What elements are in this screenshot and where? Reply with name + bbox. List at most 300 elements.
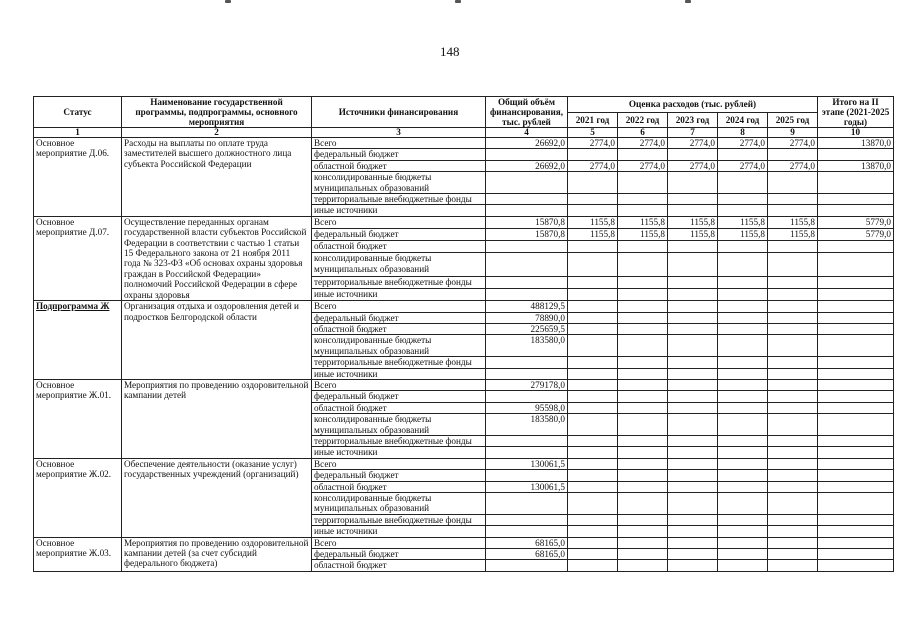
year-value-cell [718, 194, 768, 205]
source-cell: Всего [312, 537, 486, 548]
status-cell: Подпрограмма Ж [34, 301, 122, 380]
year-value-cell [768, 205, 818, 216]
status-cell: Основное мероприятие Ж.03. [34, 537, 122, 571]
year-value-cell [768, 276, 818, 288]
source-cell: территориальные внебюджетные фонды [312, 514, 486, 525]
year-value-cell [718, 379, 768, 390]
year-value-cell [568, 149, 618, 160]
page-number: 148 [440, 44, 460, 59]
status-cell: Основное мероприятие Ж.01. [34, 379, 122, 458]
year-value-cell [768, 172, 818, 194]
year-value-cell [718, 253, 768, 276]
year-value-cell [768, 402, 818, 413]
year-value-cell [568, 414, 618, 436]
year-value-cell [668, 312, 718, 323]
stage-total-cell [818, 368, 894, 379]
table-row [34, 138, 894, 149]
year-value-cell [718, 493, 768, 515]
name-cell: Осуществление переданных органам государственной власти субъектов Российской Федерации в соответствии с частью 1 статьи 15 Федерального закона от 21 ноября 2011 года № 323-ФЗ «Об основах охраны здоровья граждан в Российской Федерации» полномочий Российской Федерации в сфере охраны здоровья [122, 216, 312, 300]
year-value-cell [718, 391, 768, 402]
year-value-cell [768, 368, 818, 379]
source-cell: консолидированные бюджеты муниципальных образований [312, 253, 486, 276]
year-value-cell [568, 276, 618, 288]
stage-total-cell [818, 172, 894, 194]
total-cell [486, 391, 568, 402]
year-value-cell [768, 335, 818, 357]
name-cell: Обеспечение деятельности (оказание услуг) государственных учреждений (организаций) [122, 458, 312, 537]
year-value-cell [718, 549, 768, 560]
year-value-cell: 2774,0 [668, 160, 718, 171]
column-number: 4 [486, 128, 568, 138]
stage-total-cell [818, 435, 894, 446]
year-value-cell [568, 379, 618, 390]
year-value-cell [568, 368, 618, 379]
year-value-cell: 2774,0 [768, 138, 818, 149]
year-value-cell: 2774,0 [568, 160, 618, 171]
year-value-cell [568, 357, 618, 368]
year-value-cell [668, 241, 718, 253]
scan-mark [455, 0, 461, 3]
total-cell: 183580,0 [486, 335, 568, 357]
year-value-cell: 1155,8 [668, 216, 718, 228]
source-cell: федеральный бюджет [312, 549, 486, 560]
year-value-cell [618, 481, 668, 492]
year-value-cell [718, 241, 768, 253]
year-value-cell [668, 301, 718, 312]
stage-total-cell [818, 253, 894, 276]
total-cell: 68165,0 [486, 537, 568, 548]
source-cell: иные источники [312, 526, 486, 537]
year-value-cell [668, 414, 718, 436]
year-value-cell [718, 205, 768, 216]
year-value-cell [668, 470, 718, 481]
stage-total-cell [818, 402, 894, 413]
year-value-cell [618, 402, 668, 413]
year-value-cell [618, 149, 668, 160]
total-cell: 488129,5 [486, 301, 568, 312]
source-cell: территориальные внебюджетные фонды [312, 357, 486, 368]
year-value-cell [768, 312, 818, 323]
stage-total-cell [818, 414, 894, 436]
year-value-cell [668, 288, 718, 300]
source-cell: федеральный бюджет [312, 470, 486, 481]
year-value-cell [568, 526, 618, 537]
total-cell [486, 470, 568, 481]
year-value-cell: 2774,0 [618, 138, 668, 149]
year-value-cell [718, 514, 768, 525]
year-value-cell: 2774,0 [718, 160, 768, 171]
total-cell: 130061,5 [486, 458, 568, 469]
year-value-cell [668, 172, 718, 194]
year-value-cell [768, 357, 818, 368]
source-cell: Всего [312, 458, 486, 469]
year-value-cell [618, 447, 668, 458]
stage-total-cell [818, 357, 894, 368]
table-row [34, 458, 894, 469]
year-value-cell [618, 357, 668, 368]
source-cell: областной бюджет [312, 160, 486, 171]
year-value-cell [768, 253, 818, 276]
stage-total-cell: 13870,0 [818, 138, 894, 149]
stage-total-cell: 13870,0 [818, 160, 894, 171]
year-value-cell [668, 276, 718, 288]
year-value-cell [768, 323, 818, 334]
year-value-cell: 2774,0 [568, 138, 618, 149]
year-value-cell: 2774,0 [668, 138, 718, 149]
year-value-cell [618, 368, 668, 379]
year-value-cell [618, 312, 668, 323]
stage-total-cell [818, 470, 894, 481]
year-value-cell: 1155,8 [618, 216, 668, 228]
year-value-cell [568, 391, 618, 402]
source-cell: федеральный бюджет [312, 229, 486, 241]
year-value-cell [718, 414, 768, 436]
year-value-cell [618, 514, 668, 525]
column-number: 7 [668, 128, 718, 138]
year-value-cell [768, 149, 818, 160]
year-value-cell [618, 435, 668, 446]
source-cell: территориальные внебюджетные фонды [312, 194, 486, 205]
year-value-cell [768, 537, 818, 548]
year-value-cell [618, 526, 668, 537]
stage-total-cell [818, 379, 894, 390]
total-cell: 26692,0 [486, 138, 568, 149]
total-cell [486, 253, 568, 276]
year-value-cell [568, 560, 618, 571]
year-value-cell [668, 205, 718, 216]
header-total: Общий объём финансирования, тыс. рублей [486, 97, 568, 128]
year-value-cell [568, 481, 618, 492]
year-value-cell: 2774,0 [618, 160, 668, 171]
stage-total-cell [818, 493, 894, 515]
source-cell: областной бюджет [312, 402, 486, 413]
year-value-cell [668, 391, 718, 402]
year-value-cell [718, 402, 768, 413]
total-cell [486, 447, 568, 458]
year-value-cell [768, 379, 818, 390]
status-cell: Основное мероприятие Д.07. [34, 216, 122, 300]
year-value-cell [718, 172, 768, 194]
year-value-cell [618, 276, 668, 288]
stage-total-cell [818, 335, 894, 357]
name-cell: Мероприятия по проведению оздоровительной кампании детей (за счет субсидий федерального бюджета) [122, 537, 312, 571]
total-cell: 15870,8 [486, 229, 568, 241]
year-value-cell [668, 379, 718, 390]
column-number: 2 [122, 128, 312, 138]
year-value-cell [618, 301, 668, 312]
stage-total-cell [818, 149, 894, 160]
total-cell [486, 241, 568, 253]
table-row [34, 379, 894, 390]
year-value-cell [568, 312, 618, 323]
year-value-cell: 2774,0 [768, 160, 818, 171]
year-value-cell [768, 514, 818, 525]
year-value-cell [568, 549, 618, 560]
total-cell: 95598,0 [486, 402, 568, 413]
year-value-cell [568, 447, 618, 458]
year-value-cell [718, 288, 768, 300]
year-value-cell [568, 172, 618, 194]
total-cell: 279178,0 [486, 379, 568, 390]
stage-total-cell [818, 514, 894, 525]
year-value-cell [568, 288, 618, 300]
stage-total-cell [818, 288, 894, 300]
year-value-cell: 1155,8 [768, 216, 818, 228]
column-number: 3 [312, 128, 486, 138]
stage-total-cell [818, 391, 894, 402]
source-cell: консолидированные бюджеты муниципальных образований [312, 493, 486, 515]
source-cell: иные источники [312, 447, 486, 458]
year-value-cell [568, 402, 618, 413]
total-cell [486, 526, 568, 537]
name-cell: Организация отдыха и оздоровления детей и подростков Белгородской области [122, 301, 312, 380]
year-value-cell [568, 493, 618, 515]
year-value-cell [668, 402, 718, 413]
total-cell: 68165,0 [486, 549, 568, 560]
year-value-cell [568, 435, 618, 446]
year-value-cell [568, 205, 618, 216]
year-value-cell: 1155,8 [768, 229, 818, 241]
source-cell: федеральный бюджет [312, 312, 486, 323]
scan-mark [685, 0, 691, 3]
year-value-cell [718, 149, 768, 160]
year-value-cell [718, 357, 768, 368]
year-value-cell [718, 537, 768, 548]
stage-total-cell [818, 276, 894, 288]
year-value-cell: 2774,0 [718, 138, 768, 149]
header-estimate: Оценка расходов (тыс. рублей) [568, 97, 818, 113]
total-cell: 130061,5 [486, 481, 568, 492]
scan-mark [225, 0, 231, 3]
year-value-cell [768, 414, 818, 436]
year-value-cell [718, 435, 768, 446]
total-cell [486, 493, 568, 515]
stage-total-cell [818, 526, 894, 537]
source-cell: иные источники [312, 288, 486, 300]
year-value-cell [618, 458, 668, 469]
year-value-cell [718, 301, 768, 312]
year-value-cell [718, 560, 768, 571]
year-value-cell [618, 379, 668, 390]
stage-total-cell [818, 537, 894, 548]
stage-total-cell [818, 312, 894, 323]
year-value-cell [668, 368, 718, 379]
year-value-cell [768, 288, 818, 300]
header-status: Статус [34, 97, 122, 128]
year-value-cell: 1155,8 [568, 216, 618, 228]
source-cell: консолидированные бюджеты муниципальных образований [312, 172, 486, 194]
column-number: 6 [618, 128, 668, 138]
table-row [34, 301, 894, 312]
source-cell: консолидированные бюджеты муниципальных образований [312, 414, 486, 436]
total-cell: 183580,0 [486, 414, 568, 436]
table-row [34, 216, 894, 228]
year-value-cell [768, 391, 818, 402]
financing-table [33, 96, 894, 572]
year-value-cell [568, 514, 618, 525]
header-year: 2022 год [618, 112, 668, 128]
year-value-cell [768, 447, 818, 458]
year-value-cell [668, 447, 718, 458]
name-cell: Мероприятия по проведению оздоровительной кампании детей [122, 379, 312, 458]
status-cell: Основное мероприятие Д.06. [34, 138, 122, 217]
total-cell: 15870,8 [486, 216, 568, 228]
year-value-cell [668, 458, 718, 469]
year-value-cell [668, 194, 718, 205]
year-value-cell [618, 560, 668, 571]
stage-total-cell [818, 194, 894, 205]
year-value-cell [568, 335, 618, 357]
source-cell: территориальные внебюджетные фонды [312, 435, 486, 446]
year-value-cell [718, 470, 768, 481]
total-cell [486, 357, 568, 368]
year-value-cell [568, 470, 618, 481]
year-value-cell: 1155,8 [718, 216, 768, 228]
year-value-cell [668, 149, 718, 160]
total-cell [486, 288, 568, 300]
source-cell: федеральный бюджет [312, 391, 486, 402]
year-value-cell [618, 323, 668, 334]
header-year: 2025 год [768, 112, 818, 128]
column-number: 10 [818, 128, 894, 138]
year-value-cell [768, 435, 818, 446]
year-value-cell [668, 514, 718, 525]
year-value-cell [718, 526, 768, 537]
year-value-cell [768, 560, 818, 571]
year-value-cell [618, 470, 668, 481]
stage-total-cell [818, 549, 894, 560]
stage-total-cell: 5779,0 [818, 216, 894, 228]
column-number: 8 [718, 128, 768, 138]
total-cell [486, 194, 568, 205]
year-value-cell [668, 560, 718, 571]
year-value-cell [718, 323, 768, 334]
year-value-cell [568, 537, 618, 548]
source-cell: областной бюджет [312, 560, 486, 571]
year-value-cell [718, 312, 768, 323]
column-number: 9 [768, 128, 818, 138]
source-cell: областной бюджет [312, 241, 486, 253]
year-value-cell: 1155,8 [568, 229, 618, 241]
year-value-cell [768, 470, 818, 481]
status-cell: Основное мероприятие Ж.02. [34, 458, 122, 537]
total-cell [486, 514, 568, 525]
year-value-cell [768, 241, 818, 253]
year-value-cell [768, 194, 818, 205]
total-cell [486, 172, 568, 194]
total-cell [486, 560, 568, 571]
year-value-cell [668, 481, 718, 492]
year-value-cell [618, 537, 668, 548]
header-year: 2024 год [718, 112, 768, 128]
total-cell: 225659,5 [486, 323, 568, 334]
year-value-cell [668, 526, 718, 537]
column-number: 1 [34, 128, 122, 138]
header-year: 2023 год [668, 112, 718, 128]
column-number: 5 [568, 128, 618, 138]
year-value-cell [618, 172, 668, 194]
year-value-cell [718, 481, 768, 492]
year-value-cell [618, 335, 668, 357]
year-value-cell [618, 414, 668, 436]
source-cell: Всего [312, 379, 486, 390]
stage-total-cell [818, 241, 894, 253]
source-cell: федеральный бюджет [312, 149, 486, 160]
total-cell [486, 149, 568, 160]
year-value-cell [668, 493, 718, 515]
year-value-cell [568, 194, 618, 205]
year-value-cell [618, 391, 668, 402]
stage-total-cell [818, 447, 894, 458]
year-value-cell [718, 335, 768, 357]
year-value-cell [618, 205, 668, 216]
year-value-cell [618, 493, 668, 515]
year-value-cell: 1155,8 [618, 229, 668, 241]
total-cell [486, 276, 568, 288]
stage-total-cell [818, 458, 894, 469]
stage-total-cell [818, 560, 894, 571]
year-value-cell [668, 549, 718, 560]
header-name: Наименование государственной программы, подпрограммы, основного мероприятия [122, 97, 312, 128]
source-cell: Всего [312, 216, 486, 228]
year-value-cell [768, 458, 818, 469]
year-value-cell [768, 493, 818, 515]
source-cell: территориальные внебюджетные фонды [312, 276, 486, 288]
year-value-cell [618, 253, 668, 276]
year-value-cell [768, 526, 818, 537]
header-sources: Источники финансирования [312, 97, 486, 128]
table-row [34, 537, 894, 548]
stage-total-cell [818, 481, 894, 492]
stage-total-cell [818, 301, 894, 312]
total-cell: 26692,0 [486, 160, 568, 171]
year-value-cell [768, 301, 818, 312]
year-value-cell [668, 253, 718, 276]
year-value-cell [718, 276, 768, 288]
header-stage-total: Итого на II этапе (2021-2025 годы) [818, 97, 894, 128]
total-cell [486, 205, 568, 216]
year-value-cell [768, 549, 818, 560]
source-cell: Всего [312, 138, 486, 149]
year-value-cell [668, 537, 718, 548]
year-value-cell [568, 323, 618, 334]
year-value-cell [618, 549, 668, 560]
year-value-cell [618, 241, 668, 253]
year-value-cell [718, 447, 768, 458]
source-cell: областной бюджет [312, 323, 486, 334]
name-cell: Расходы на выплаты по оплате труда заместителей высшего должностного лица субъекта Российской Федерации [122, 138, 312, 217]
year-value-cell [568, 241, 618, 253]
source-cell: Всего [312, 301, 486, 312]
year-value-cell: 1155,8 [718, 229, 768, 241]
year-value-cell [718, 368, 768, 379]
year-value-cell [618, 288, 668, 300]
year-value-cell [668, 335, 718, 357]
total-cell [486, 368, 568, 379]
header-year: 2021 год [568, 112, 618, 128]
year-value-cell [568, 458, 618, 469]
total-cell: 78890,0 [486, 312, 568, 323]
year-value-cell [668, 357, 718, 368]
year-value-cell [668, 323, 718, 334]
stage-total-cell: 5779,0 [818, 229, 894, 241]
year-value-cell [568, 253, 618, 276]
year-value-cell [618, 194, 668, 205]
total-cell [486, 435, 568, 446]
year-value-cell: 1155,8 [668, 229, 718, 241]
source-cell: областной бюджет [312, 481, 486, 492]
year-value-cell [768, 481, 818, 492]
